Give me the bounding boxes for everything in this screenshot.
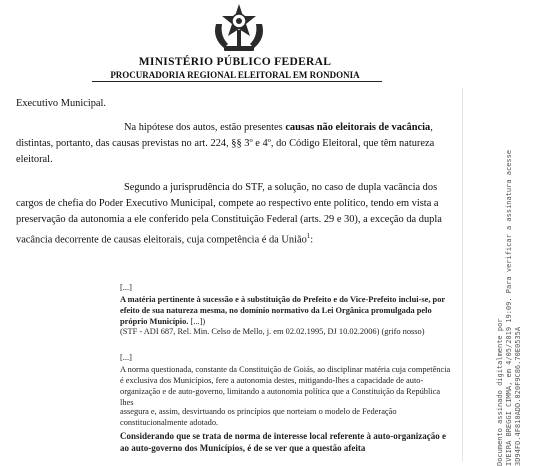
paragraph-3 xyxy=(16,180,451,248)
quote-ellipsis-2: [...] xyxy=(120,353,132,362)
quote-paragraph-2: A norma questionada, constante da Constituição de Goiás, ao disciplinar matéria cuja competência é exclusiva dos Municípios, fere a autonomia destes, mitigando-lhes a capacidade de auto-organização e de auto-governo, limitando a autonomia política que a Constituição da República lhes xyxy=(120,365,451,407)
footnote-ref[interactable]: 1 xyxy=(306,232,311,240)
paragraph-2-text-b: , distintas, portanto, das causas previstas no art. 224, §§ 3º e 4º, do Código Eleitoral, que têm natureza eleitoral. xyxy=(16,122,435,165)
quote-block-1 xyxy=(120,294,452,327)
quote-bold-1-tail: [...]) xyxy=(188,317,206,326)
margin-stamp-line-3: 3D94FD.4F810ADD.020F9C86.70E0535A xyxy=(514,326,522,466)
margin-stamp xyxy=(496,36,534,466)
paragraph-2-text-a: Na hipótese dos autos, estão presentes xyxy=(124,122,286,133)
header-rule xyxy=(92,81,382,82)
institution-subtitle: PROCURADORIA REGIONAL ELEITORAL EM RONDONIA xyxy=(110,70,360,80)
paragraph-1: Executivo Municipal. xyxy=(16,98,107,109)
margin-stamp-line-2: IVEIRA BREGGI CIMMA, em 4/05/2019 19:09. Para verificar a assinatura acesse xyxy=(505,149,513,466)
quote-bold-1: A matéria pertinente à sucessão e à substituição do Prefeito e do Vice-Prefeito inclui-se, por efeito de sua natureza mesma, no domínio normativo da Lei Orgânica promulgada pelo próprio Município. xyxy=(120,295,445,326)
margin-stamp-line-1: Documento assinado digitalmente por xyxy=(496,318,504,466)
margin-divider xyxy=(462,88,463,462)
quote-ellipsis-1: [...] xyxy=(120,283,132,292)
brasao-republica-icon xyxy=(208,2,270,56)
paragraph-2 xyxy=(16,120,451,168)
quote-paragraph-3: assegura e, assim, desvirtuando os princípios que norteiam o modelo de Federação constitucionalmente adotado. xyxy=(120,407,397,427)
paragraph-2-bold: causas não eleitorais de vacância xyxy=(285,122,431,133)
quote-bold-2 xyxy=(120,430,452,454)
paragraph-3-end: : xyxy=(310,234,314,246)
margin-stamp-text xyxy=(496,150,523,466)
quote-citation: (STF - ADI 687, Rel. Min. Celso de Mello, j. em 02.02.1995, DJ 10.02.2006) (grifo nosso) xyxy=(120,327,425,336)
institution-title: MINISTÉRIO PÚBLICO FEDERAL xyxy=(138,56,332,68)
quote-bold-2-text: Considerando que se trata de norma de interesse local referente à auto-organização e ao auto-governo dos Municípios, é de se ver que a questão afeita xyxy=(120,431,446,453)
paragraph-3-text: Segundo a jurisprudência do STF, a solução, no caso de dupla vacância dos cargos de chefia do Poder Executivo Municipal, compete ao respectivo ente político, tendo em vista a preservação da autonomia a ele conferido pela Constituição Federal (arts. 29 e 30), a exceção da dupla vacância decorrente de causas eleitorais, cuja competência é da União xyxy=(16,182,442,246)
